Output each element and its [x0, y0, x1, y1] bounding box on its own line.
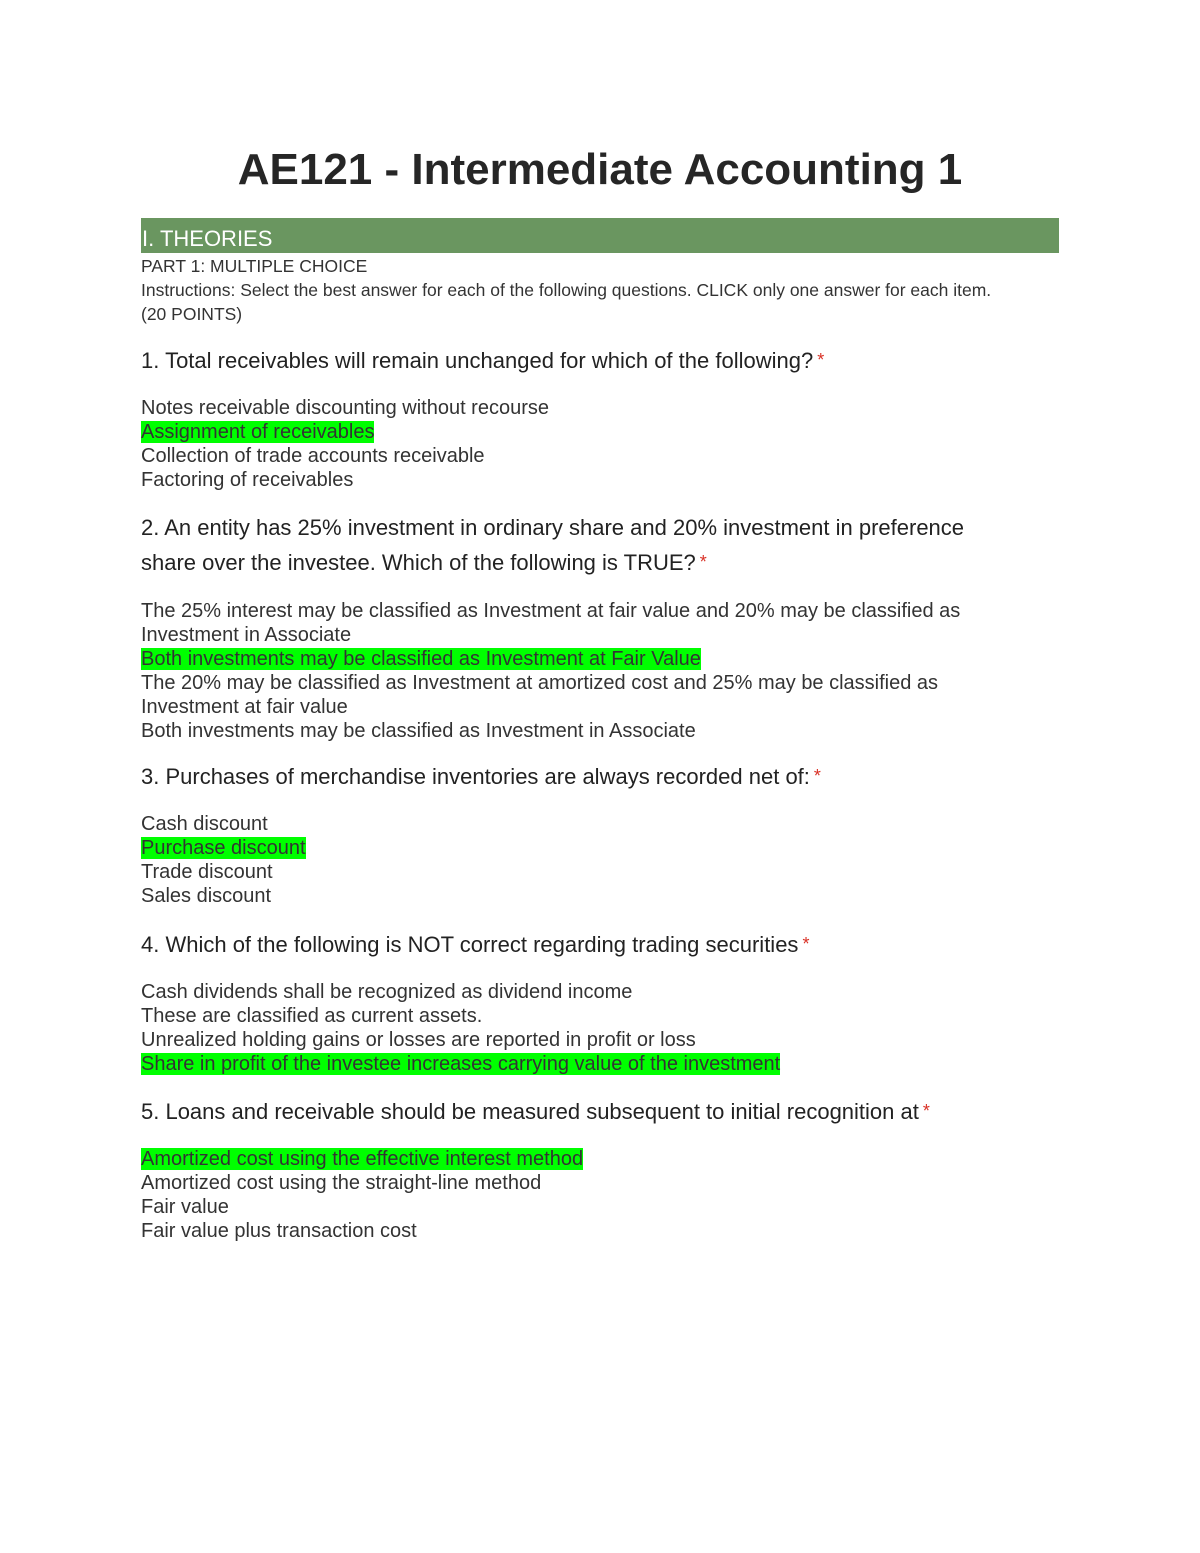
question-4	[141, 927, 1071, 962]
required-marker: *	[699, 552, 707, 572]
question-5	[141, 1094, 1071, 1129]
section-header-bar	[141, 218, 1059, 253]
part-intro	[141, 254, 1081, 326]
answer-option[interactable]: The 25% interest may be classified as Investment at fair value and 20% may be classified as Investment in Associate	[141, 600, 961, 646]
question-text: 3. Purchases of merchandise inventories are always recorded net of:	[141, 764, 810, 789]
answer-option[interactable]: Fair value plus transaction cost	[141, 1220, 417, 1242]
answer-option[interactable]: Sales discount	[141, 885, 272, 907]
question-2-options	[141, 599, 1041, 743]
required-marker: *	[802, 934, 810, 954]
answer-option[interactable]: Factoring of receivables	[141, 469, 354, 491]
answer-option-correct[interactable]: Both investments may be classified as Investment at Fair Value	[141, 648, 701, 670]
question-text: 5. Loans and receivable should be measured subsequent to initial recognition at	[141, 1099, 919, 1124]
answer-option[interactable]: Trade discount	[141, 861, 273, 883]
question-text: 1. Total receivables will remain unchanged for which of the following?	[141, 348, 814, 373]
document-title: AE121 - Intermediate Accounting 1	[237, 145, 963, 194]
question-3	[141, 759, 1071, 794]
question-text-line-2: share over the investee. Which of the following is TRUE?	[141, 550, 696, 575]
section-header-label: I. THEORIES	[142, 226, 273, 251]
required-marker: *	[813, 766, 821, 786]
answer-option[interactable]: Both investments may be classified as Investment in Associate	[141, 720, 696, 742]
part-instructions: Instructions: Select the best answer for each of the following questions. CLICK only one answer for each item.	[141, 280, 992, 300]
question-2	[141, 510, 1071, 580]
question-text: 4. Which of the following is NOT correct regarding trading securities	[141, 932, 799, 957]
required-marker: *	[922, 1101, 930, 1121]
question-text-line-1: 2. An entity has 25% investment in ordinary share and 20% investment in preference	[141, 515, 965, 540]
part-heading: PART 1: MULTIPLE CHOICE	[141, 256, 368, 276]
answer-option-correct[interactable]: Share in profit of the investee increases carrying value of the investment	[141, 1053, 781, 1075]
part-points: (20 POINTS)	[141, 304, 243, 324]
answer-option[interactable]: These are classified as current assets.	[141, 1005, 483, 1027]
answer-option[interactable]: Notes receivable discounting without recourse	[141, 397, 549, 419]
answer-option[interactable]: The 20% may be classified as Investment at amortized cost and 25% may be classified as Investment at fair value	[141, 672, 939, 718]
question-4-options	[141, 980, 1041, 1076]
question-1-options	[141, 396, 1041, 492]
question-3-options	[141, 812, 1041, 908]
question-5-options	[141, 1147, 1041, 1243]
answer-option[interactable]: Unrealized holding gains or losses are reported in profit or loss	[141, 1029, 696, 1051]
question-1	[141, 343, 1071, 378]
answer-option[interactable]: Cash discount	[141, 813, 268, 835]
answer-option-correct[interactable]: Amortized cost using the effective interest method	[141, 1148, 584, 1170]
answer-option[interactable]: Cash dividends shall be recognized as dividend income	[141, 981, 633, 1003]
answer-option-correct[interactable]: Purchase discount	[141, 837, 306, 859]
answer-option[interactable]: Collection of trade accounts receivable	[141, 445, 485, 467]
answer-option[interactable]: Fair value	[141, 1196, 229, 1218]
answer-option-correct[interactable]: Assignment of receivables	[141, 421, 375, 443]
answer-option[interactable]: Amortized cost using the straight-line method	[141, 1172, 542, 1194]
required-marker: *	[817, 350, 825, 370]
